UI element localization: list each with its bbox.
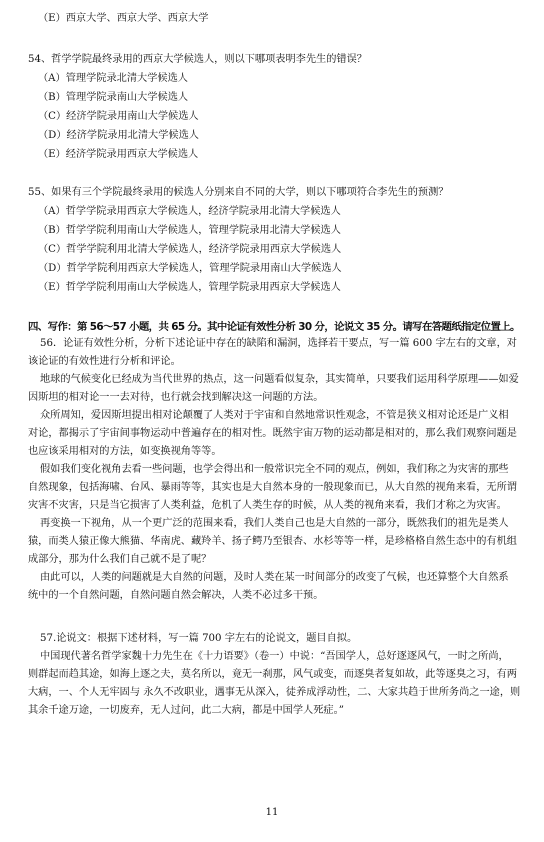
q57-line: 大病，一、个人无牢固与 永久不改职业，遇事无从深入，徒养成浮动性，二、大家共趋于世所务尚之一途，则 [28, 687, 521, 698]
q56-line: 统中的一个自然问题，自然问题自然会解决，人类不必过多干预。 [28, 590, 324, 601]
q56-line: 因斯坦的相对论一一去对待，也行就会找到解决这一问题的方法。 [28, 392, 324, 403]
q54-option-c: （C）经济学院录用南山大学候选人 [38, 111, 199, 122]
q54-stem: 54、哲学学院最终录用的西京大学候选人，则以下哪项表明李先生的错误？ [28, 54, 367, 65]
q55-stem: 55、如果有三个学院最终录用的候选人分别来自不同的大学，则以下哪项符合李先生的预测？ [28, 187, 449, 198]
q56-line: 众所周知，爱因斯坦提出相对论颠覆了人类对于宇宙和自然地常识性观念，不管是狭义相对论还是广义相 [40, 410, 509, 421]
q55-option-e: （E）哲学学院利用南山大学候选人，管理学院录用西京大学候选人 [38, 282, 341, 293]
q57-line: 则群起而趋其途，如海上逐之夫，莫名所以，竟无一刹那，风气或变，而逐臭者复如故，此等逐臭之习，有两 [28, 669, 517, 680]
q53-option-e: （E）西京大学、西京大学、西京大学 [38, 13, 209, 24]
q57-line: 其余千途万途，一切废弃，无人过问，此二大病，都是中国学人死症。” [28, 705, 344, 716]
q56-line: 成部分，那为什么我们自己就不是了呢？ [28, 554, 212, 565]
q56-line: 由此可以，人类的问题就是大自然的问题，及时人类在某一时间部分的改变了气候，也还算整个大自然系 [40, 572, 509, 583]
q55-option-a: （A）哲学学院录用西京大学候选人，经济学院录用北清大学候选人 [38, 206, 341, 217]
q56-line: 灾害不灾害，只是当它损害了人类利益，危机了人类生存的时候，从人类的视角来看，我们才称之为灾害。 [28, 500, 507, 511]
q56-line: 也应该采用相对的方法，如变换视角等等。 [28, 446, 222, 457]
q54-option-b: （B）管理学院录南山大学候选人 [38, 92, 189, 103]
q56-line: 56．论证有效性分析，分析下述论证中存在的缺陷和漏洞，选择若干要点，写一篇 600 字左右的文章，对 [40, 338, 517, 349]
q54-option-a: （A）管理学院录北清大学候选人 [38, 73, 188, 84]
q54-option-d: （D）经济学院录用北清大学候选人 [38, 130, 199, 141]
page-number: 11 [265, 807, 279, 818]
section-4-heading: 四、写作：第 56～57 小题，共 65 分。其中论证有效性分析 30 分，论说文 35 分。请写在答题纸指定位置上。 [28, 321, 520, 333]
q55-option-c: （C）哲学学院利用北清大学候选人，经济学院录用西京大学候选人 [38, 244, 342, 255]
q56-line: 猿，而类人猿正像大熊猫、华南虎、藏羚羊、扬子鳄乃至银杏、水杉等等一样，是珍格格自然生态中的有机组 [28, 536, 517, 547]
q56-line: 地球的气候变化已经成为当代世界的热点，这一问题看似复杂，其实简单，只要我们运用科学原理——如爱 [40, 374, 519, 385]
q56-line: 对论，都揭示了宇宙间事物运动中普遍存在的相对性。既然宇宙万物的运动都是相对的，那么我们观察问题是 [28, 428, 517, 439]
q56-line: 该论证的有效性进行分析和评论。 [28, 356, 181, 367]
q55-option-b: （B）哲学学院利用南山大学候选人，管理学院录用北清大学候选人 [38, 225, 341, 236]
q56-line: 自然现象，包括海啸、台风、暴雨等等，其实也是大自然本身的一般现象而已，从大自然的视角来看，无所谓 [28, 482, 517, 493]
q56-line: 再变换一下视角，从一个更广泛的范围来看，我们人类自己也是大自然的一部分，既然我们的祖先是类人 [40, 518, 509, 529]
q54-option-e: （E）经济学院录用西京大学候选人 [38, 149, 199, 160]
q57-line: 中国现代著名哲学家魏十力先生在《十力语要》（卷一）中说：“吾国学人，总好逐逐风气，一时之所尚， [40, 651, 509, 662]
q56-line: 假如我们变化视角去看一些问题，也学会得出和一般常识完全不同的观点，例如，我们称之为灾害的那些 [40, 464, 509, 475]
q55-option-d: （D）哲学学院利用西京大学候选人，管理学院录用南山大学候选人 [38, 263, 342, 274]
q57-line: 57.论说文：根据下述材料，写一篇 700 字左右的论说文，题目自拟。 [40, 633, 358, 644]
